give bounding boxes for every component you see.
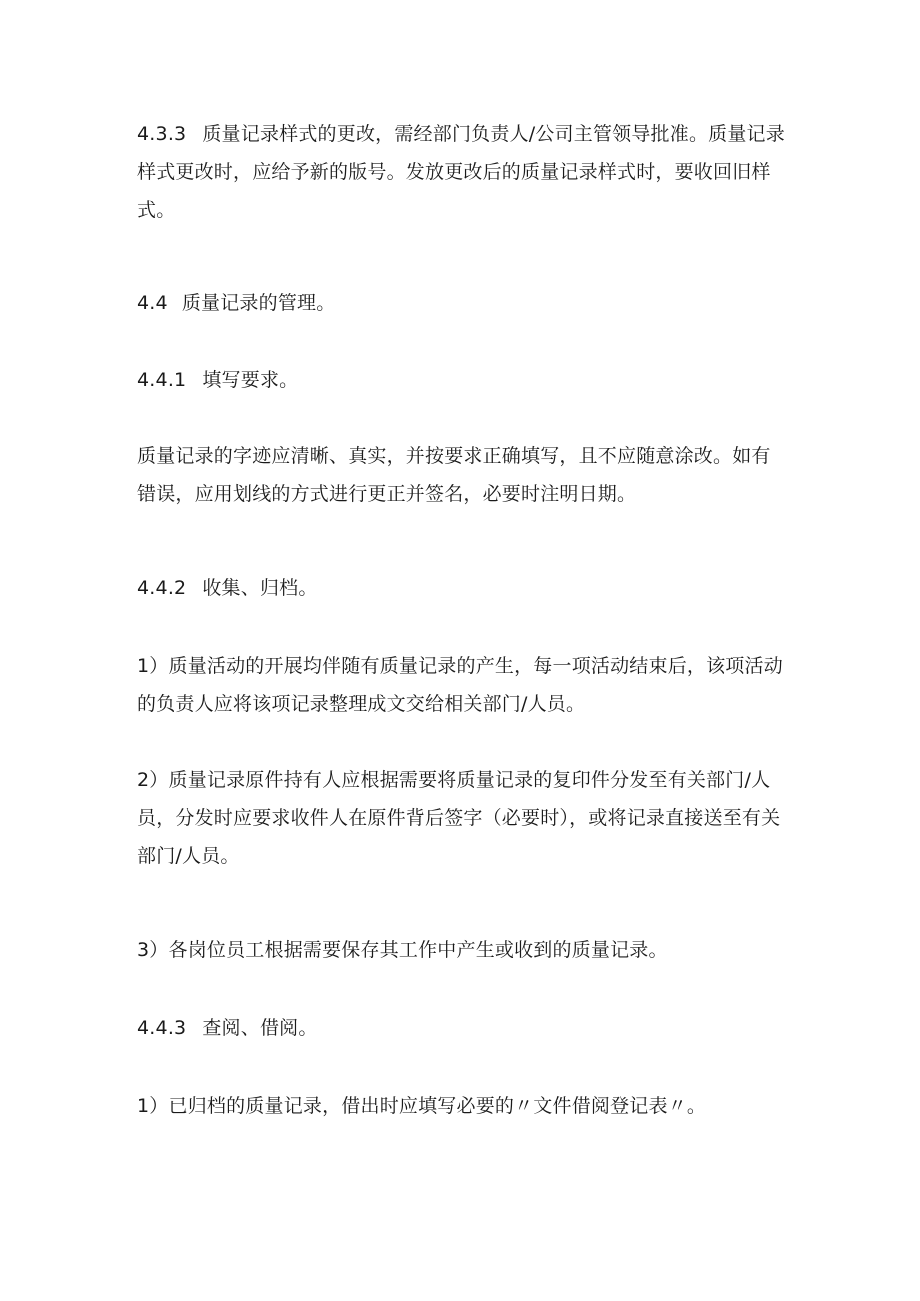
paragraph-writing-requirements: 质量记录的字迹应清晰、真实，并按要求正确填写，且不应随意涂改。如有错误，应用划线的方式进行更正并签名，必要时注明日期。 xyxy=(137,445,771,505)
heading-4-4 xyxy=(137,284,787,322)
section-number: 4.4.1 xyxy=(137,369,187,391)
list-item-3: 3）各岗位员工根据需要保存其工作中产生或收到的质量记录。 xyxy=(137,939,668,961)
list-item-2: 2）质量记录原件持有人应根据需要将质量记录的复印件分发至有关部门/人员，分发时应要求收件人在原件背后签字（必要时），或将记录直接送至有关部门/人员。 xyxy=(137,769,781,867)
heading-text: 填写要求。 xyxy=(202,369,299,391)
paragraph-text: 质量记录样式的更改，需经部门负责人/公司主管领导批准。质量记录样式更改时，应给予新的版号。发放更改后的质量记录样式时，要收回旧样式。 xyxy=(137,123,785,221)
heading-4-4-3 xyxy=(137,1009,787,1047)
heading-text: 收集、归档。 xyxy=(202,577,318,599)
section-number: 4.4 xyxy=(137,292,168,314)
heading-4-4-1 xyxy=(137,361,787,399)
heading-text: 质量记录的管理。 xyxy=(181,292,336,314)
section-number: 4.4.2 xyxy=(137,577,187,599)
heading-4-4-2 xyxy=(137,569,787,607)
section-number: 4.3.3 xyxy=(137,123,187,145)
list-item-borrow: 1）已归档的质量记录，借出时应填写必要的〃文件借阅登记表〃。 xyxy=(137,1095,707,1117)
section-number: 4.4.3 xyxy=(137,1017,187,1039)
list-item-1: 1）质量活动的开展均伴随有质量记录的产生，每一项活动结束后，该项活动的负责人应将该项记录整理成文交给相关部门/人员。 xyxy=(137,655,783,715)
heading-text: 查阅、借阅。 xyxy=(202,1017,318,1039)
paragraph-4-3-3 xyxy=(137,115,787,229)
